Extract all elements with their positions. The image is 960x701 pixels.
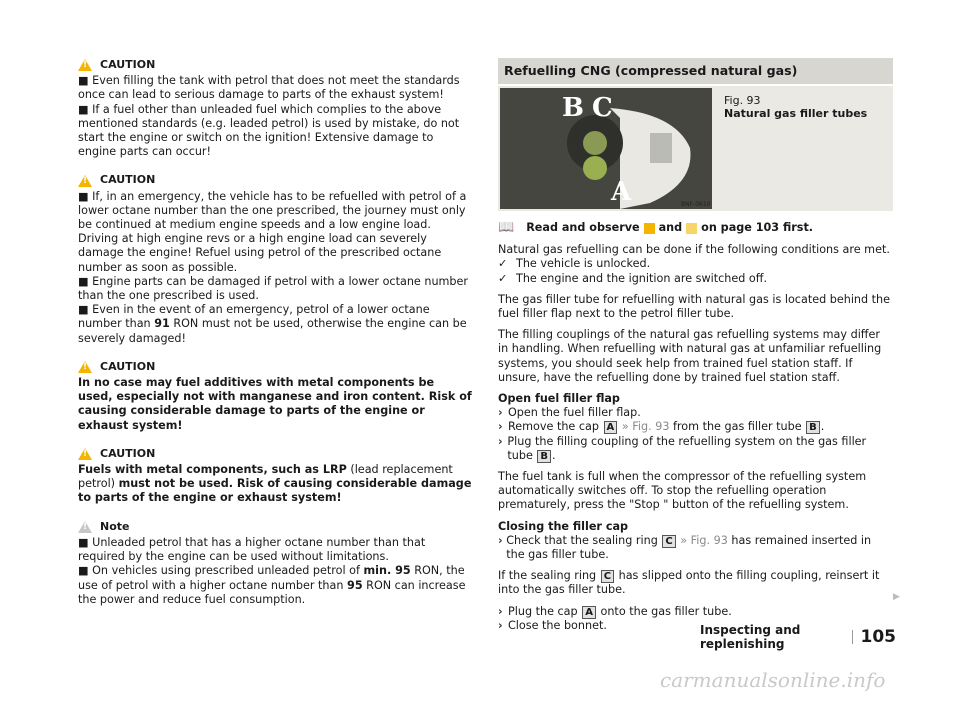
caution-text: ■ If, in an emergency, the vehicle has to be refuelled with petrol of a lower octane number than the one prescribed, the journey must only be continued at medium engine speeds and a low engine load. Driving at high engine revs or a high engine load can severely damage the engine! Refuel using petrol of the prescribed octane number as soon as possible.	[78, 189, 467, 274]
step: › Plug the filling coupling of the refuelling system on the gas filler tube B .	[498, 434, 867, 462]
figure-caption	[714, 86, 877, 211]
note-block	[78, 520, 472, 607]
warning-icon	[78, 175, 92, 187]
arrow-icon: ›	[498, 604, 503, 618]
paragraph: The filling couplings of the natural gas refuelling systems may differ in handling. When refuelling with natural gas at unfamiliar refuelling systems, you should seek help from trained fuel station staff. If unsure, have the refuelling done by trained fuel station staff.	[498, 328, 882, 384]
continue-arrow-icon: ▶	[893, 592, 900, 602]
caution-text: ■ If a fuel other than unleaded fuel which complies to the above mentioned standards (e.g. leaded petrol) is used by mistake, do not start the engine or switch on the ignition! Extensive damage to engine parts can occur!	[78, 102, 460, 159]
caution-icon	[686, 223, 697, 234]
subheading: Open fuel filler flap	[498, 392, 620, 406]
arrow-icon: ›	[498, 420, 503, 434]
checkmark-icon: ✓	[498, 257, 508, 271]
paragraph: The fuel tank is full when the compressor of the refuelling system automatically switches off. To stop the refuelling operation prematurely, press the "Stop " button of the refuelling system.	[498, 470, 867, 512]
figure-link[interactable]: » Fig. 93	[618, 420, 670, 434]
caution-text: In no case may fuel additives with metal components be used, especially not with manganese and iron content. Risk of causing considerable damage to parts of the engine or exhaust system!	[78, 376, 472, 432]
arrow-icon: ›	[498, 533, 503, 547]
caution-text: ■ Even filling the tank with petrol that does not meet the standards once can lead to serious damage to parts of the exhaust system!	[78, 74, 460, 102]
figure-link[interactable]: » Fig. 93	[676, 533, 728, 547]
arrow-icon: ›	[498, 618, 503, 632]
svg-text:BNF-0610: BNF-0610	[681, 201, 711, 208]
caution-heading: CAUTION	[100, 359, 156, 373]
caution-heading: CAUTION	[100, 58, 156, 71]
caution-heading: CAUTION	[100, 446, 156, 460]
check-item: ✓ The vehicle is unlocked.	[498, 257, 651, 271]
svg-text:B: B	[562, 93, 584, 123]
caution-block-4	[78, 447, 472, 506]
reference-line: 📖 Read and observe and on page 103 first.	[498, 220, 814, 235]
arrow-icon: ›	[498, 406, 503, 420]
svg-text:C: C	[592, 93, 613, 123]
note-text: ■ Unleaded petrol that has a higher octane number than that required by the engine can be used without limitations.	[78, 535, 426, 564]
warning-icon	[78, 448, 92, 460]
section-title: Refuelling CNG (compressed natural gas)	[498, 58, 893, 84]
paragraph: The gas filler tube for refuelling with natural gas is located behind the fuel filler flap next to the petrol filler tube.	[498, 292, 891, 321]
footer-title: Inspecting and replenishing	[700, 622, 801, 651]
caution-text: Fuels with metal components, such as LRP (lead replacement petrol) must not be used. Risk of causing considerable damage to parts of the engine or exhaust system!	[78, 463, 472, 505]
page-number: 105	[852, 630, 897, 644]
warning-icon	[78, 59, 92, 71]
paragraph: Natural gas refuelling can be done if the following conditions are met.	[498, 243, 890, 257]
caution-block-2	[78, 173, 472, 345]
note-icon	[78, 521, 92, 533]
caution-block-3	[78, 360, 472, 433]
step: › Close the bonnet.	[498, 618, 607, 632]
caution-heading: CAUTION	[100, 173, 156, 187]
watermark: carmanualsonline.info	[660, 668, 886, 692]
step: › Plug the cap A onto the gas filler tube.	[498, 604, 732, 618]
left-column	[78, 58, 472, 621]
caution-text: ■ Engine parts can be damaged if petrol with a lower octane number than the one prescribed is used.	[78, 274, 469, 303]
figure-title: Natural gas filler tubes	[724, 107, 868, 120]
warning-icon	[78, 361, 92, 373]
step: › Remove the cap A » Fig. 93 from the gas filler tube B .	[498, 420, 825, 434]
arrow-icon: ›	[498, 434, 503, 448]
figure-93	[498, 86, 893, 211]
warning-icon	[644, 223, 655, 234]
figure-number: Fig. 93	[724, 94, 761, 107]
step: › Check that the sealing ring C » Fig. 93 has remained inserted in the gas filler tube.	[498, 533, 872, 562]
right-column	[498, 58, 893, 633]
natural-gas-filler-image	[500, 88, 712, 209]
note-text: ■ On vehicles using prescribed unleaded petrol of min. 95 RON, the use of petrol with a higher octane number than 95 RON can increase the power and reduce fuel consumption.	[78, 564, 466, 606]
svg-text:A: A	[611, 177, 632, 207]
caution-block-1	[78, 58, 472, 159]
checkmark-icon: ✓	[498, 271, 508, 285]
caution-text: ■ Even in the event of an emergency, petrol of a lower octane number than 91 RON must not be used, otherwise the engine can be severely damaged!	[78, 303, 467, 345]
book-icon: 📖	[498, 220, 515, 235]
page-footer	[700, 622, 896, 651]
step: › Open the fuel filler flap.	[498, 406, 641, 420]
paragraph: If the sealing ring C has slipped onto the filling coupling, reinsert it into the gas filler tube.	[498, 569, 880, 597]
subheading: Closing the filler cap	[498, 519, 629, 533]
check-item: ✓ The engine and the ignition are switched off.	[498, 271, 768, 285]
note-heading: Note	[100, 519, 130, 533]
